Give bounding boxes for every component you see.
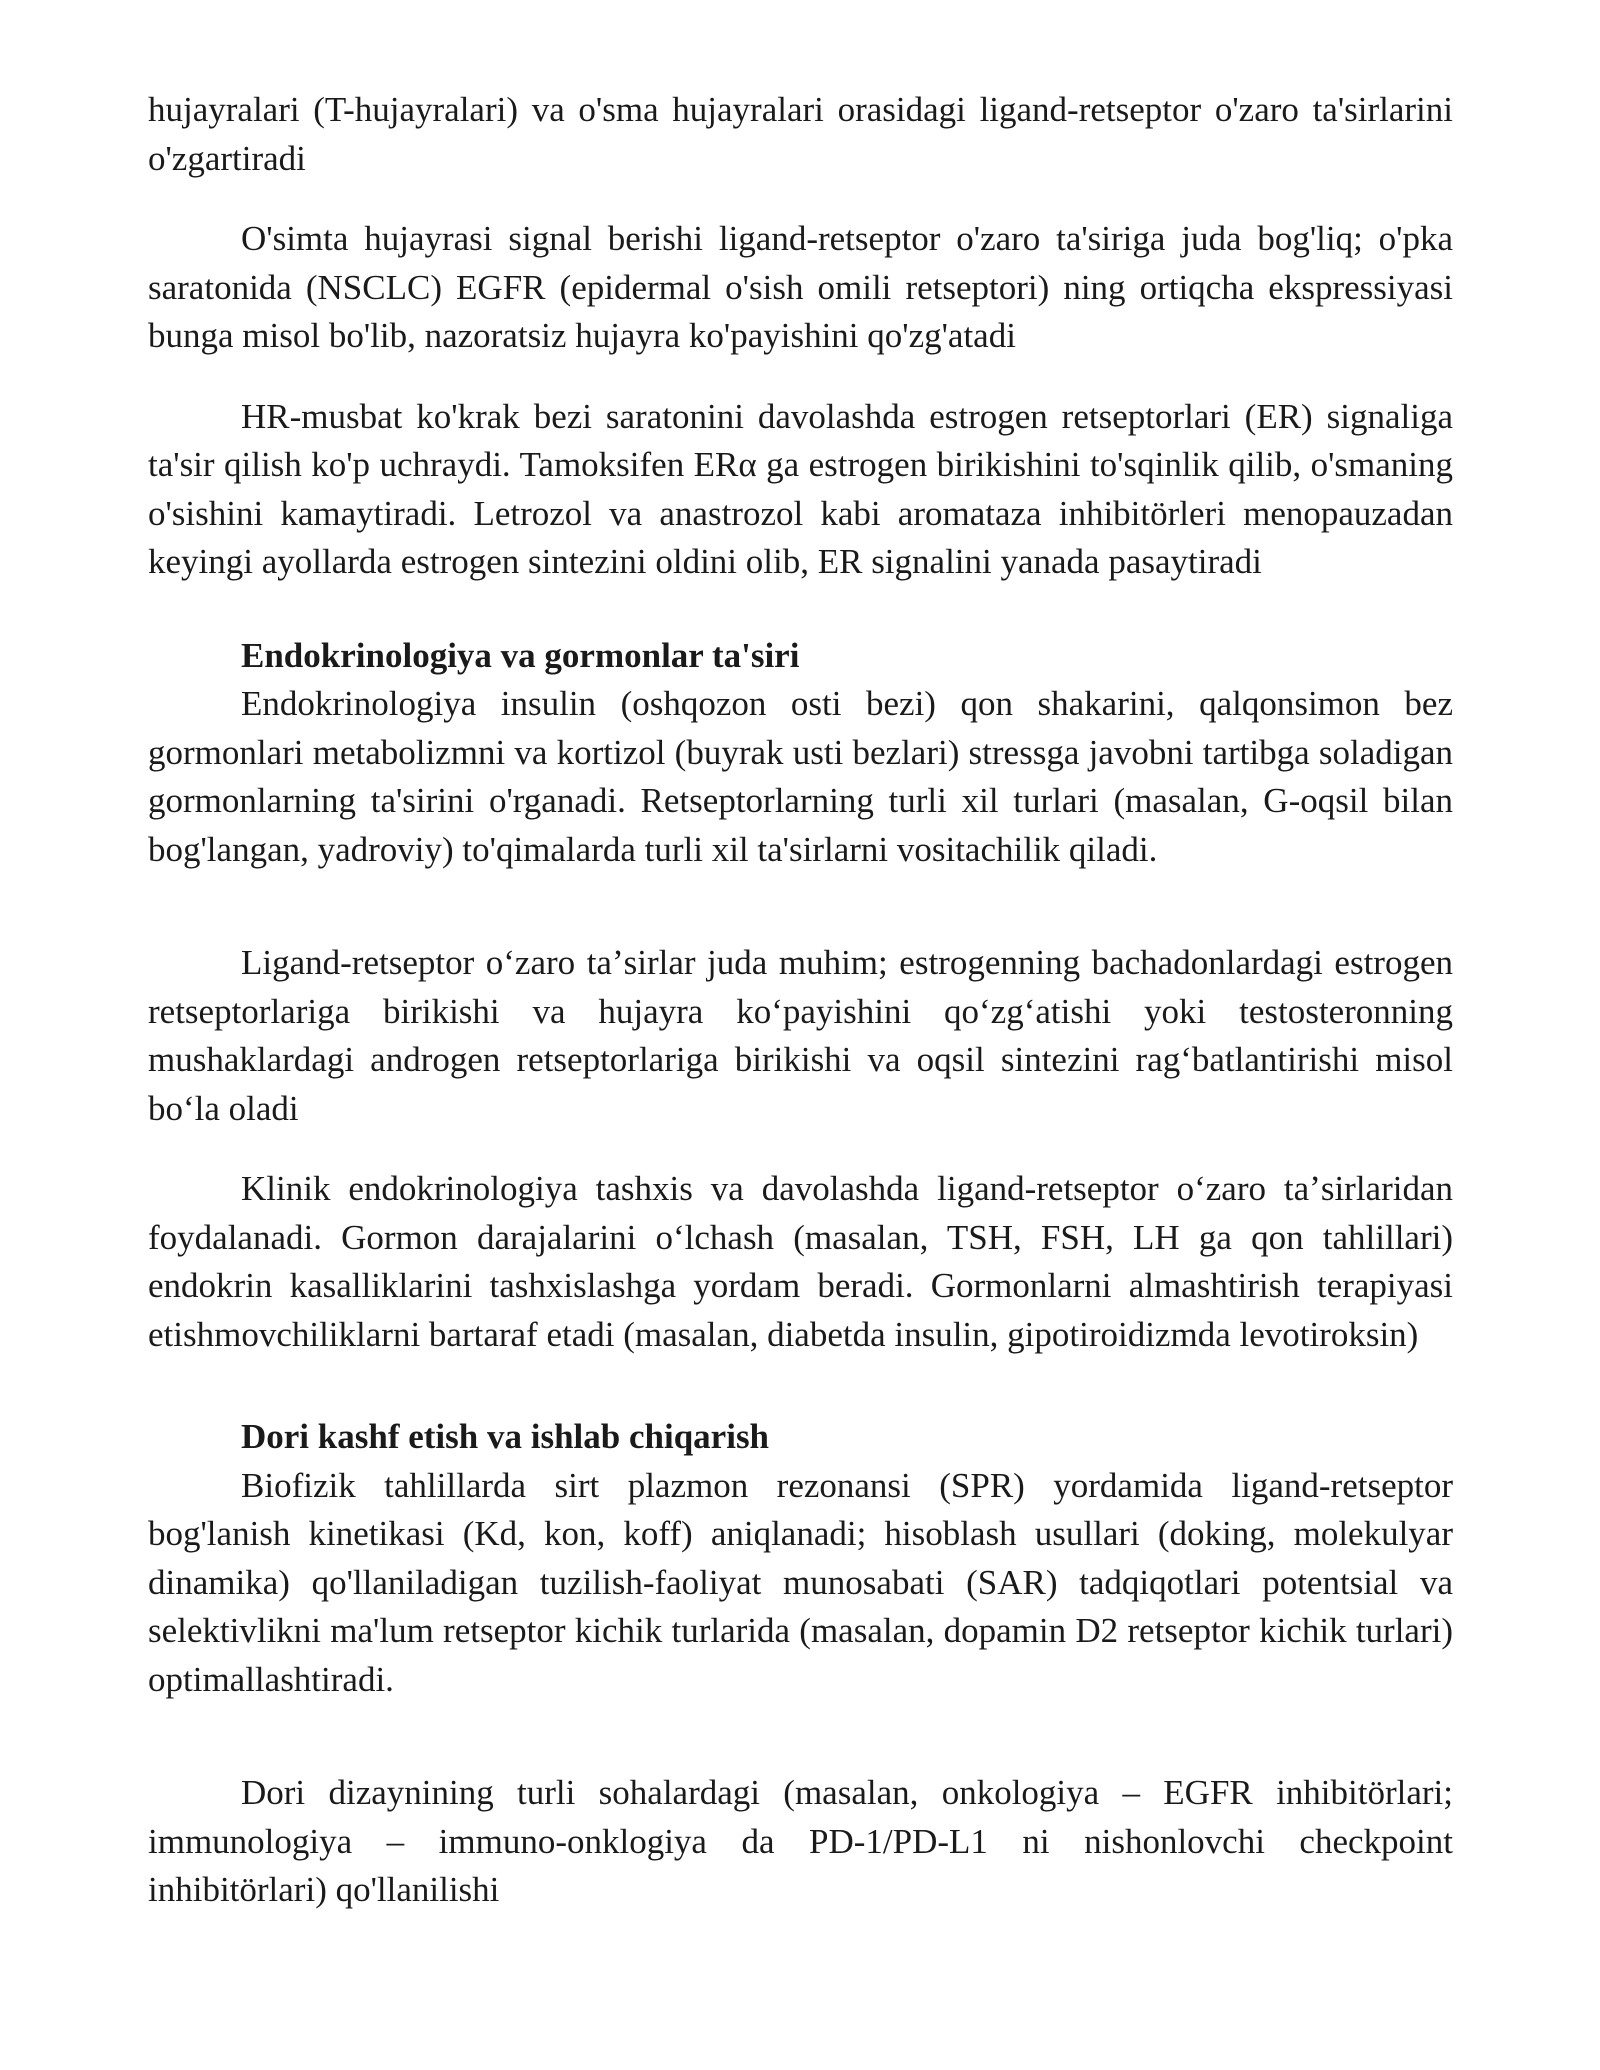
section-heading-dori-kashf: Dori kashf etish va ishlab chiqarish <box>241 1417 770 1456</box>
section-heading-endokrinologiya: Endokrinologiya va gormonlar ta'siri <box>241 635 800 675</box>
document-page <box>148 86 1453 1915</box>
paragraph-2: O'simta hujayrasi signal berishi ligand-retseptor o'zaro ta'siriga juda bog'liq; o'pka saratonida (NSCLC) EGFR (epidermal o'sish omili retseptori) ning ortiqcha ekspressiyasi bunga misol bo'lib, nazoratsiz hujayra ko'payishini qo'zg'atadi <box>148 219 1453 355</box>
paragraph-8: Dori dizaynining turli sohalardagi (masalan, onkologiya – EGFR inhibitörlari; immunologiya – immuno-onklogiya da PD-1/PD-L1 ni nishonlovchi checkpoint inhibitörlari) qo'llanilishi <box>148 1773 1453 1909</box>
paragraph-1: hujayralari (T-hujayralari) va o'sma hujayralari orasidagi ligand-retseptor o'zaro ta'sirlarini o'zgartiradi <box>148 90 1453 178</box>
paragraph-7: Biofizik tahlillarda sirt plazmon rezonansi (SPR) yordamida ligand-retseptor bog'lanish kinetikasi (Kd, kon, koff) aniqlanadi; hisoblash usullari (doking, molekulyar dinamika) qo'llaniladigan tuzilish-faoliyat munosabati (SAR) tadqiqotlari potentsial va selektivlikni ma'lum retseptor kichik turlarida (masalan, dopamin D2 retseptor kichik turlari) optimallashtiradi. <box>148 1465 1453 1699</box>
paragraph-4: Endokrinologiya insulin (oshqozon osti bezi) qon shakarini, qalqonsimon bez gormonlari metabolizmni va kortizol (buyrak usti bezlari) stressga javobni tartibga soladigan gormonlarning ta'sirini o'rganadi. Retseptorlarning turli xil turlari (masalan, G-oqsil bilan bog'langan, yadroviy) to'qimalarda turli xil ta'sirlarni vositachilik qiladi. <box>148 684 1453 869</box>
paragraph-6: Klinik endokrinologiya tashxis va davolashda ligand-retseptor oʻzaro taʼsirlaridan foydalanadi. Gormon darajalarini oʻlchash (masalan, TSH, FSH, LH ga qon tahlillari) endokrin kasalliklarini tashxislashga yordam beradi. Gormonlarni almashtirish terapiyasi etishmovchiliklarni bartaraf etadi (masalan, diabetda insulin, gipotiroidizmda levotiroksin) <box>148 1169 1453 1354</box>
paragraph-3: HR-musbat ko'krak bezi saratonini davolashda estrogen retseptorlari (ER) signaliga ta'sir qilish ko'p uchraydi. Tamoksifen ERα ga estrogen birikishini to'sqinlik qilib, o'smaning o'sishini kamaytiradi. Letrozol va anastrozol kabi aromataza inhibitörleri menopauzadan keyingi ayollarda estrogen sintezini oldini olib, ER signalini yanada pasaytiradi <box>148 396 1453 581</box>
paragraph-5: Ligand-retseptor oʻzaro taʼsirlar juda muhim; estrogenning bachadonlardagi estrogen retseptorlariga birikishi va hujayra koʻpayishini qoʻzgʻatishi yoki testosteronning mushaklardagi androgen retseptorlariga birikishi va oqsil sintezini ragʻbatlantirishi misol boʻla oladi <box>148 943 1453 1128</box>
